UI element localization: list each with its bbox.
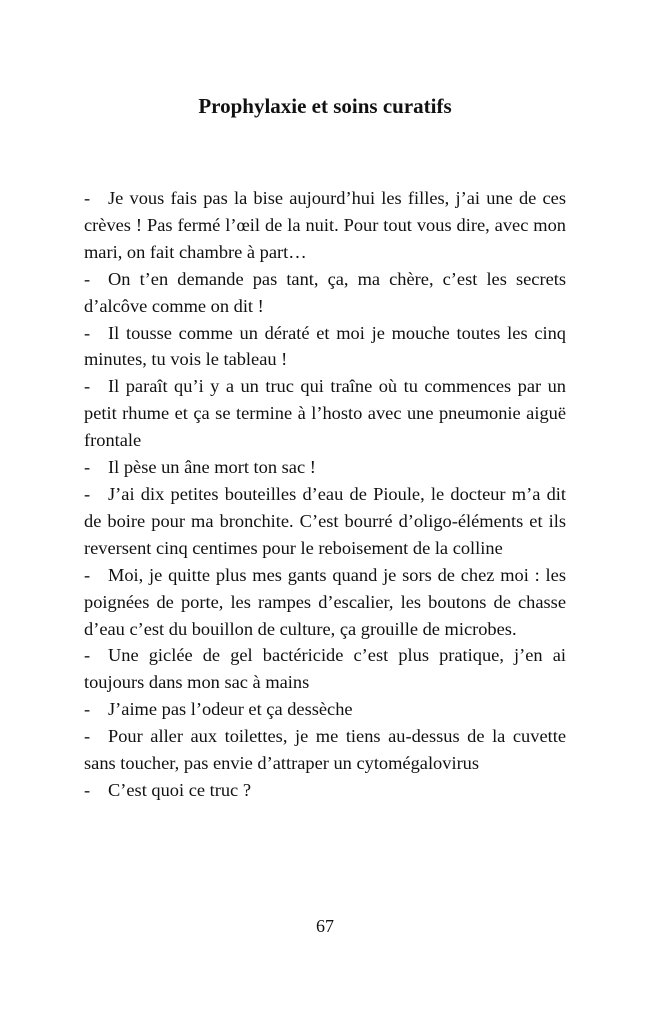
dialogue-dash: - (84, 376, 91, 397)
dialogue-line-text: Il pèse un âne mort ton sac ! (108, 457, 316, 478)
dialogue-line (84, 373, 566, 454)
dialogue-dash: - (84, 564, 91, 585)
dialogue-line (84, 266, 566, 320)
dialogue-line (84, 481, 566, 562)
dialogue-dash: - (84, 268, 91, 289)
dialogue-text (84, 185, 566, 804)
dialogue-line-text: Je vous fais pas la bise aujourd’hui les filles, j’ai une de ces crèves ! Pas fermé l’œil de la nuit. Pour tout vous dire, avec mon mari, on fait chambre à part… (84, 188, 566, 262)
dialogue-line (84, 696, 566, 723)
dialogue-line-text: Moi, je quitte plus mes gants quand je sors de chez moi : les poignées de porte, les rampes d’escalier, les boutons de chasse d’eau c’est du bouillon de culture, ça grouille de microbes. (84, 564, 566, 639)
page-number: 67 (316, 916, 334, 936)
dialogue-line (84, 562, 566, 643)
dialogue-line (84, 723, 566, 777)
dialogue-line-text: On t’en demande pas tant, ça, ma chère, c’est les secrets d’alcôve comme on dit ! (84, 268, 566, 316)
dialogue-dash: - (84, 483, 91, 504)
dialogue-line-text: Il paraît qu’i y a un truc qui traîne où tu commences par un petit rhume et ça se termine à l’hosto avec une pneumonie aiguë frontale (84, 376, 566, 451)
dialogue-line-text: J’aime pas l’odeur et ça dessèche (108, 699, 353, 720)
dialogue-line-text: Il tousse comme un dératé et moi je mouche toutes les cinq minutes, tu vois le tableau ! (84, 322, 566, 370)
dialogue-dash: - (84, 779, 91, 800)
dialogue-line (84, 454, 566, 481)
dialogue-dash: - (84, 188, 91, 208)
dialogue-line (84, 642, 566, 696)
dialogue-dash: - (84, 457, 91, 478)
dialogue-dash: - (84, 699, 91, 720)
dialogue-line (84, 320, 566, 374)
dialogue-line-text: Pour aller aux toilettes, je me tiens au-dessus de la cuvette sans toucher, pas envie d’attraper un cytomégalovirus (84, 726, 566, 774)
dialogue-dash: - (84, 645, 91, 666)
dialogue-line-text: C’est quoi ce truc ? (108, 779, 251, 800)
dialogue-line-text: Une giclée de gel bactéricide c’est plus pratique, j’en ai toujours dans mon sac à mains (84, 645, 566, 693)
dialogue-line-text: J’ai dix petites bouteilles d’eau de Pioule, le docteur m’a dit de boire pour ma bronchite. C’est bourré d’oligo-éléments et ils reversent cinq centimes pour le reboisement de la colline (84, 483, 566, 558)
dialogue-line (84, 185, 566, 266)
dialogue-dash: - (84, 322, 91, 343)
dialogue-dash: - (84, 726, 91, 747)
chapter-title: Prophylaxie et soins curatifs (198, 94, 452, 118)
dialogue-line (84, 777, 566, 804)
